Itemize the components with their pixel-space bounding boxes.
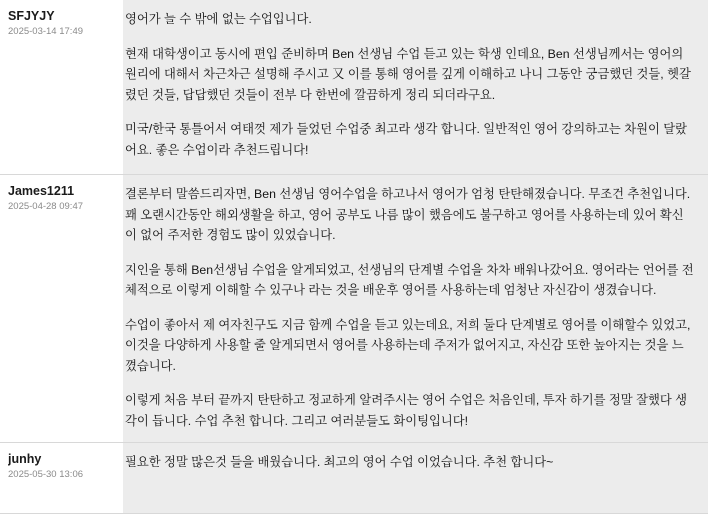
review-paragraph: 필요한 정말 많은것 들을 배웠습니다. 최고의 영어 수업 이었습니다. 추천 합니다~	[125, 455, 554, 469]
review-author: junhy	[8, 452, 42, 466]
review-paragraph: 수업이 좋아서 제 여자친구도 지금 함께 수업을 듣고 있는데요, 저희 둘다 단계별로 영어를 이해할수 있었고, 이것을 다양하게 사용할 줄 알게되면서 영어를 사용하는데 주저가 없어지고, 자신감 또한 높아지는 것을 느꼈습니다.	[125, 317, 691, 373]
review-paragraph: 결론부터 말씀드리자면, Ben 선생님 영어수업을 하고나서 영어가 엄청 탄탄해졌습니다. 무조건 추천입니다. 꽤 오랜시간동안 해외생활을 하고, 영어 공부도 나름 많이 했음에도 불구하고 영어를 사용하는데 있어 확신이 없어 주저한 경험도 많이 있었습니다.	[125, 187, 691, 242]
review-meta	[0, 443, 123, 491]
review-date: 2025-03-14 17:49	[8, 26, 84, 37]
review-paragraph: 미국/한국 통틀어서 여태껏 제가 들었던 수업중 최고라 생각 합니다. 일반적인 영어 강의하고는 차원이 달랐어요. 좋은 수업이라 추천드립니다!	[125, 122, 688, 157]
review-body	[123, 0, 708, 174]
review-item	[0, 175, 708, 443]
review-author: James1211	[8, 184, 75, 198]
review-body	[123, 443, 708, 513]
review-date: 2025-05-30 13:06	[8, 469, 84, 480]
review-paragraph: 영어가 늘 수 밖에 없는 수업입니다.	[125, 12, 312, 26]
review-paragraph: 현재 대학생이고 동시에 편입 준비하며 Ben 선생님 수업 듣고 있는 학생 인데요, Ben 선생님께서는 영어의 원리에 대해서 차근차근 설명해 주시고 又 이를 통해 영어를 깊게 이해하고 나니 그동안 궁금했던 것들, 헷갈렸던 것들, 답답했던 것들이 전부 다 한번에 깔끔하게 정리 되더라구요.	[125, 46, 691, 102]
review-paragraph: 지인을 통해 Ben선생님 수업을 알게되었고, 선생님의 단계별 수업을 차차 배워나갔어요. 영어라는 언어를 전체적으로 이렇게 이해할 수 있구나 라는 것을 배운후 영어를 사용하는데 엄청난 자신감이 생겼습니다.	[125, 262, 694, 297]
review-meta	[0, 175, 123, 223]
review-item	[0, 0, 708, 175]
review-paragraph: 이렇게 처음 부터 끝까지 탄탄하고 정교하게 알려주시는 영어 수업은 처음인데, 투자 하기를 정말 잘했다 생각이 듭니다. 수업 추천 합니다. 그리고 여러분들도 화이팅입니다!	[125, 393, 688, 428]
review-meta	[0, 0, 123, 48]
review-body	[123, 175, 708, 442]
review-date: 2025-04-28 09:47	[8, 201, 84, 212]
review-author: SFJYJY	[8, 9, 55, 23]
